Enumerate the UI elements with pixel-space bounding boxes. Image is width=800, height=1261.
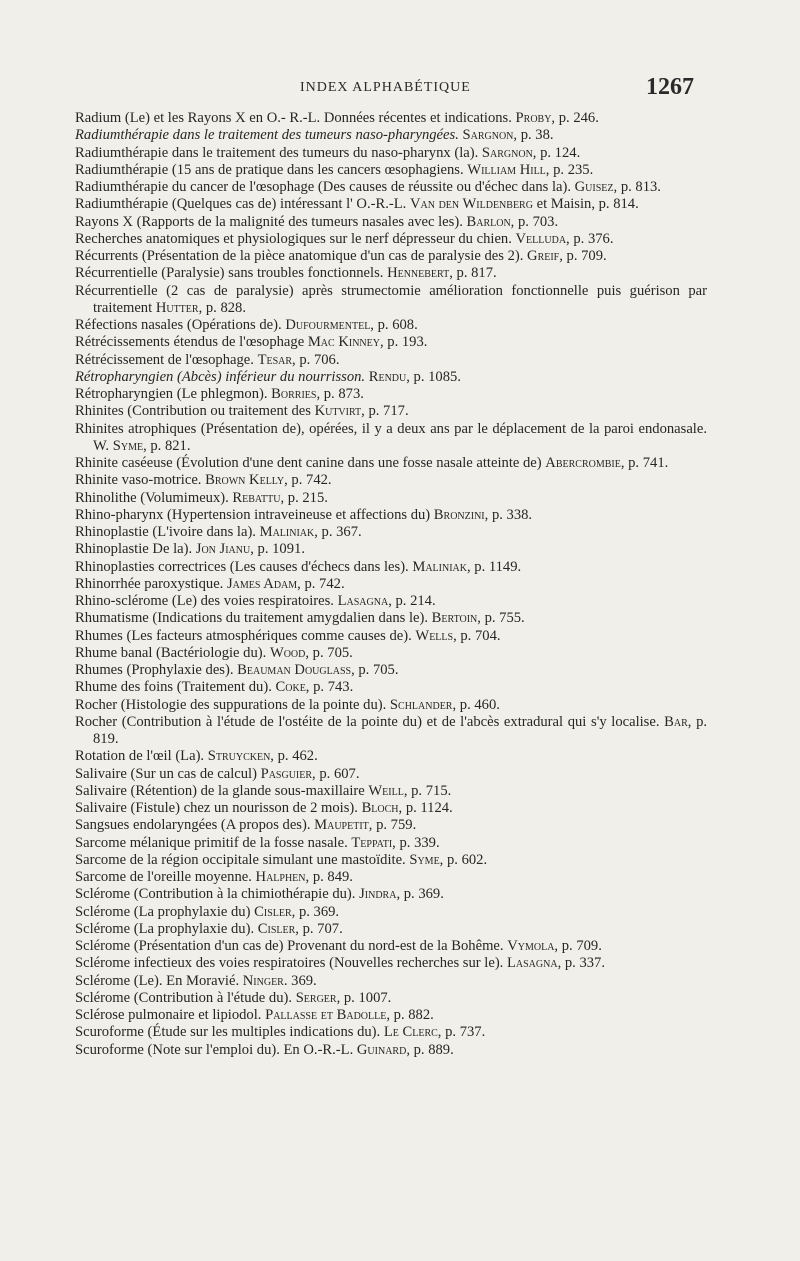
entry-subject: Rhinoplasties correctrices (Les causes d'échecs dans les). bbox=[75, 558, 413, 575]
index-entry bbox=[75, 852, 707, 869]
entry-page-ref: p. 1124. bbox=[402, 800, 453, 816]
entry-page-ref: p. 717. bbox=[364, 403, 409, 420]
entry-page-ref: p. 214. bbox=[391, 593, 436, 609]
index-entry bbox=[75, 921, 707, 938]
index-entry bbox=[75, 973, 707, 990]
index-entry bbox=[75, 403, 707, 420]
entry-page-ref: p. 462. bbox=[273, 748, 318, 765]
entry-page-ref: p. 235. bbox=[549, 161, 594, 178]
index-entry bbox=[75, 938, 707, 955]
entry-subject: Radiumthérapie du cancer de l'œsophage (Des causes de réussite ou d'échec dans la). bbox=[75, 179, 575, 195]
index-entry bbox=[75, 369, 707, 386]
index-entry bbox=[75, 645, 707, 662]
running-header: INDEX ALPHABÉTIQUE bbox=[300, 80, 471, 95]
entry-page-ref: p. 193. bbox=[383, 334, 428, 351]
entry-page-ref: p. 215. bbox=[284, 489, 328, 506]
entry-page-ref: et Maisin, p. 814. bbox=[532, 196, 639, 213]
entry-page-ref: p. 367. bbox=[317, 524, 362, 540]
entry-subject: Radiumthérapie (Quelques cas de) intéressant l' O.-R.-L. bbox=[75, 196, 410, 213]
index-entry bbox=[75, 421, 707, 456]
index-entry bbox=[75, 283, 707, 318]
entry-page-ref: p. 741. bbox=[624, 455, 669, 471]
entry-page-ref: p. 703. bbox=[514, 213, 559, 230]
entry-author: Dufourmentel, bbox=[285, 317, 374, 333]
entry-author: Barlon, bbox=[466, 213, 515, 230]
entry-page-ref: p. 742. bbox=[287, 472, 332, 489]
entry-subject: Radiumthérapie dans le traitement des tumeurs naso-pharyngées. bbox=[75, 127, 463, 144]
entry-page-ref: p. 608. bbox=[373, 317, 418, 333]
index-entry bbox=[75, 714, 707, 749]
index-entry bbox=[75, 1007, 707, 1024]
entry-subject: Récurrentielle (2 cas de paralysie) après strumectomie amélioration fonctionnelle puis guérison par traitement bbox=[75, 282, 707, 316]
entry-author: William Hill, bbox=[467, 161, 550, 178]
entry-page-ref: p. 889. bbox=[409, 1041, 454, 1058]
entry-page-ref: p. 376. bbox=[569, 230, 614, 247]
entry-subject: Rhino-sclérome (Le) des voies respiratoires. bbox=[75, 593, 338, 609]
entry-author: Brown Kelly, bbox=[205, 472, 288, 489]
entry-author: Lasagna, bbox=[337, 593, 392, 609]
entry-page-ref: p. 706. bbox=[295, 351, 340, 368]
entry-page-ref: p. 742. bbox=[300, 575, 345, 592]
index-entry bbox=[75, 127, 707, 144]
entry-author: Mac Kinney, bbox=[307, 334, 384, 351]
entry-subject: Rhinorrhée paroxystique. bbox=[75, 575, 227, 592]
index-entry bbox=[75, 783, 707, 800]
entry-author: Proby, bbox=[515, 110, 556, 126]
entry-author: Serger, bbox=[295, 989, 341, 1006]
entry-author: Weill, bbox=[368, 782, 408, 799]
entry-subject: Rhinites (Contribution ou traitement des bbox=[75, 403, 315, 420]
entry-subject: Sarcome de l'oreille moyenne. bbox=[75, 869, 256, 885]
index-entry bbox=[75, 145, 707, 162]
entry-subject: Sclérome infectieux des voies respiratoires (Nouvelles recherches sur le). bbox=[75, 955, 507, 972]
index-entry bbox=[75, 697, 707, 714]
entry-author: Bronzini, bbox=[433, 506, 489, 523]
index-entry bbox=[75, 955, 707, 972]
entry-subject: Rhinoplastie (L'ivoire dans la). bbox=[75, 524, 260, 540]
entry-author: Bertoin, bbox=[431, 610, 481, 627]
index-entry bbox=[75, 386, 707, 403]
entry-subject: Sclérome (Le). En Moravié. bbox=[75, 972, 243, 989]
entry-author: Rebattu, bbox=[232, 489, 285, 506]
entry-subject: Réfections nasales (Opérations de). bbox=[75, 317, 286, 333]
entry-subject: Rétropharyngien (Abcès) inférieur du nourrisson. bbox=[75, 368, 369, 385]
entry-subject: Rhumes (Prophylaxie des). bbox=[75, 662, 238, 678]
entry-author: Wells, bbox=[415, 627, 457, 644]
entry-subject: Rhume banal (Bactériologie du). bbox=[75, 644, 270, 661]
index-entry bbox=[75, 1024, 707, 1041]
entry-author: Teppati, bbox=[351, 834, 396, 851]
entry-page-ref: p. 1149. bbox=[470, 558, 522, 575]
entry-page-ref: p. 819. bbox=[93, 713, 708, 747]
index-entry bbox=[75, 196, 707, 213]
entry-page-ref: p. 828. bbox=[202, 299, 246, 316]
entry-subject: Rhumes (Les facteurs atmosphériques comme causes de). bbox=[75, 627, 416, 644]
entry-author: Guinard, bbox=[356, 1041, 410, 1058]
entry-author: Bloch, bbox=[361, 800, 403, 816]
entry-subject: Rétropharyngien (Le phlegmon). bbox=[75, 386, 272, 402]
entry-subject: Scuroforme (Étude sur les multiples indications du). bbox=[75, 1024, 384, 1041]
entry-author: Jindra, bbox=[359, 886, 401, 903]
index-entry bbox=[75, 524, 707, 541]
entry-page-ref: p. 882. bbox=[390, 1007, 434, 1023]
entry-author: Sargnon, bbox=[462, 127, 518, 144]
entry-subject: Radiumthérapie dans le traitement des tumeurs du naso-pharynx (la). bbox=[75, 144, 482, 161]
entry-subject: Radiumthérapie (15 ans de pratique dans les cancers œsophagiens. bbox=[75, 161, 468, 178]
entry-author: Pallasse et Badolle, bbox=[265, 1007, 390, 1023]
index-entry bbox=[75, 748, 707, 765]
entry-subject: Rhinite caséeuse (Évolution d'une dent canine dans une fosse nasale atteinte de) bbox=[75, 455, 546, 471]
entry-page-ref: p. 849. bbox=[309, 869, 353, 885]
entry-subject: Sclérome (La prophylaxie du). bbox=[75, 920, 258, 937]
entry-subject: Rhino-pharynx (Hypertension intraveineuse et affections du) bbox=[75, 506, 434, 523]
entry-subject: Rhume des foins (Traitement du). bbox=[75, 679, 276, 696]
entry-subject: Rocher (Contribution à l'étude de l'ostéite de la pointe du) et de l'abcès extradural qui s'y localise. bbox=[75, 713, 665, 730]
entry-page-ref: p. 1091. bbox=[253, 541, 305, 558]
entry-page-ref: p. 813. bbox=[617, 179, 661, 195]
entry-author: Cisler, bbox=[257, 920, 299, 937]
index-entry bbox=[75, 904, 707, 921]
index-entry bbox=[75, 162, 707, 179]
entry-author: Struycken, bbox=[207, 748, 274, 765]
entry-subject: Sclérome (Contribution à l'étude du). bbox=[75, 989, 296, 1006]
entry-author: Pasguier, bbox=[260, 765, 316, 782]
index-entry bbox=[75, 835, 707, 852]
index-entry bbox=[75, 1042, 707, 1059]
index-entry bbox=[75, 593, 707, 610]
index-entry bbox=[75, 507, 707, 524]
index-entry bbox=[75, 990, 707, 1007]
entry-author: Maupetit, bbox=[314, 817, 373, 834]
entry-subject: Radium (Le) et les Rayons X en O.- R.-L. Données récentes et indications. bbox=[75, 110, 516, 126]
entry-author: Le Clerc, bbox=[383, 1024, 442, 1041]
index-entry bbox=[75, 800, 707, 817]
entry-subject: Salivaire (Fistule) chez un nourisson de 2 mois). bbox=[75, 800, 362, 816]
entry-subject: Rhinolithe (Volumimeux). bbox=[75, 489, 233, 506]
index-entry bbox=[75, 317, 707, 334]
entry-page-ref: p. 705. bbox=[354, 662, 399, 678]
entry-page-ref: p. 705. bbox=[309, 644, 353, 661]
entry-subject: Rayons X (Rapports de la malignité des tumeurs nasales avec les). bbox=[75, 213, 467, 230]
entry-subject: Sarcome mélanique primitif de la fosse nasale. bbox=[75, 834, 352, 851]
entry-author: Jon Jianu, bbox=[195, 541, 254, 558]
index-entry bbox=[75, 231, 707, 248]
entry-page-ref: p. 338. bbox=[488, 506, 533, 523]
entry-page-ref: p. 759. bbox=[372, 817, 417, 834]
entry-author: Hutter, bbox=[155, 299, 203, 316]
entry-subject: Récurrents (Présentation de la pièce anatomique d'un cas de paralysie des 2). bbox=[75, 248, 528, 264]
index-entry bbox=[75, 248, 707, 265]
entry-author: Schlander, bbox=[389, 696, 457, 713]
index-entry bbox=[75, 766, 707, 783]
entry-page-ref: p. 602. bbox=[443, 851, 488, 868]
index-entry bbox=[75, 817, 707, 834]
entry-subject: Scuroforme (Note sur l'emploi du). En O.-R.-L. bbox=[75, 1041, 357, 1058]
entry-author: Maliniak, bbox=[412, 558, 471, 575]
entry-page-ref: p. 743. bbox=[309, 679, 354, 696]
entry-author: Maliniak, bbox=[259, 524, 318, 540]
entry-page-ref: p. 715. bbox=[407, 782, 452, 799]
entry-page-ref: p. 873. bbox=[320, 386, 364, 402]
entry-subject: Rhinites atrophiques (Présentation de), opérées, il y a deux ans par le déplacement de la paroi endonasale. bbox=[75, 420, 707, 437]
entry-page-ref: p. 369. bbox=[400, 886, 444, 903]
entry-author: W. Syme, bbox=[93, 437, 147, 454]
entry-page-ref: 369. bbox=[287, 972, 317, 989]
entry-page-ref: p. 38. bbox=[517, 127, 554, 144]
entry-author: Syme, bbox=[409, 851, 444, 868]
entry-author: Borries, bbox=[271, 386, 321, 402]
entry-page-ref: p. 607. bbox=[315, 765, 360, 782]
entry-page-ref: p. 369. bbox=[295, 903, 340, 920]
index-entry bbox=[75, 490, 707, 507]
entry-subject: Salivaire (Rétention) de la glande sous-maxillaire bbox=[75, 782, 369, 799]
entry-subject: Rhinite vaso-motrice. bbox=[75, 472, 206, 489]
entry-author: Kutvirt, bbox=[314, 403, 365, 420]
entry-subject: Rétrécissements étendus de l'œsophage bbox=[75, 334, 308, 351]
entry-author: Halphen, bbox=[255, 869, 310, 885]
index-entry bbox=[75, 628, 707, 645]
entry-subject: Sclérose pulmonaire et lipiodol. bbox=[75, 1007, 266, 1023]
entry-author: James Adam, bbox=[226, 575, 301, 592]
index-entry bbox=[75, 662, 707, 679]
entry-author: Abercrombie, bbox=[545, 455, 625, 471]
entry-subject: Récurrentielle (Paralysie) sans troubles fonctionnels. bbox=[75, 265, 388, 282]
index-entry bbox=[75, 455, 707, 472]
entry-subject: Sarcome de la région occipitale simulant une mastoïdite. bbox=[75, 851, 410, 868]
entry-author: Ninger. bbox=[242, 972, 288, 989]
entry-page-ref: p. 709. bbox=[558, 938, 602, 954]
index-entry bbox=[75, 541, 707, 558]
index-entry bbox=[75, 472, 707, 489]
entry-author: Guisez, bbox=[574, 179, 618, 195]
entry-page-ref: p. 709. bbox=[562, 248, 607, 264]
entry-page-ref: p. 707. bbox=[298, 920, 343, 937]
entry-subject: Rotation de l'œil (La). bbox=[75, 748, 208, 765]
entry-subject: Sangsues endolaryngées (A propos des). bbox=[75, 817, 315, 834]
entry-subject: Sclérome (Présentation d'un cas de) Provenant du nord-est de la Bohême. bbox=[75, 938, 508, 954]
entry-page-ref: p. 1007. bbox=[340, 989, 392, 1006]
entry-author: Hennebert, bbox=[387, 265, 453, 282]
index-entry bbox=[75, 265, 707, 282]
entry-author: Rendu, bbox=[368, 368, 410, 385]
entry-page-ref: p. 1085. bbox=[409, 368, 461, 385]
entry-author: Sargnon, bbox=[481, 144, 537, 161]
entry-subject: Sclérome (Contribution à la chimiothérapie du). bbox=[75, 886, 360, 903]
index-entry bbox=[75, 576, 707, 593]
index-entry bbox=[75, 110, 707, 127]
entry-subject: Rocher (Histologie des suppurations de la pointe du). bbox=[75, 696, 390, 713]
entry-author: Beauman Douglass, bbox=[237, 662, 355, 678]
index-entry bbox=[75, 679, 707, 696]
entry-author: Cisler, bbox=[254, 903, 296, 920]
index-entry bbox=[75, 179, 707, 196]
entry-author: Greif, bbox=[527, 248, 563, 264]
entry-author: Tesar, bbox=[257, 351, 296, 368]
entry-page-ref: p. 737. bbox=[441, 1024, 486, 1041]
entry-subject: Rétrécissement de l'œsophage. bbox=[75, 351, 258, 368]
index-entry bbox=[75, 334, 707, 351]
index-entry bbox=[75, 886, 707, 903]
index-entry bbox=[75, 214, 707, 231]
index-entry bbox=[75, 869, 707, 886]
index-entry bbox=[75, 610, 707, 627]
entry-page-ref: p. 460. bbox=[456, 696, 500, 713]
entry-subject: Recherches anatomiques et physiologiques sur le nerf dépresseur du chien. bbox=[75, 230, 516, 247]
entry-author: Velluda, bbox=[515, 230, 570, 247]
entry-subject: Sclérome (La prophylaxie du) bbox=[75, 903, 255, 920]
index-entry bbox=[75, 559, 707, 576]
entry-subject: Salivaire (Sur un cas de calcul) bbox=[75, 765, 261, 782]
entry-page-ref: p. 704. bbox=[456, 627, 501, 644]
entry-subject: Rhumatisme (Indications du traitement amygdalien dans le). bbox=[75, 610, 432, 627]
entry-page-ref: p. 817. bbox=[452, 265, 497, 282]
entry-author: Wood, bbox=[269, 644, 310, 661]
entry-author: Vymola, bbox=[507, 938, 559, 954]
entry-page-ref: p. 124. bbox=[536, 144, 581, 161]
entry-author: Bar, bbox=[664, 713, 692, 730]
entry-page-ref: p. 246. bbox=[555, 110, 599, 126]
entry-page-ref: p. 339. bbox=[395, 834, 440, 851]
index-entries bbox=[75, 110, 707, 1059]
entry-author: Van den Wildenberg bbox=[409, 196, 533, 213]
entry-author: Coke, bbox=[275, 679, 310, 696]
page-number: 1267 bbox=[646, 74, 694, 100]
entry-page-ref: p. 755. bbox=[480, 610, 525, 627]
index-entry bbox=[75, 352, 707, 369]
entry-subject: Rhinoplastie De la). bbox=[75, 541, 196, 558]
entry-page-ref: p. 821. bbox=[146, 437, 191, 454]
entry-author: Lasagna, bbox=[506, 955, 562, 972]
entry-page-ref: p. 337. bbox=[561, 955, 605, 972]
